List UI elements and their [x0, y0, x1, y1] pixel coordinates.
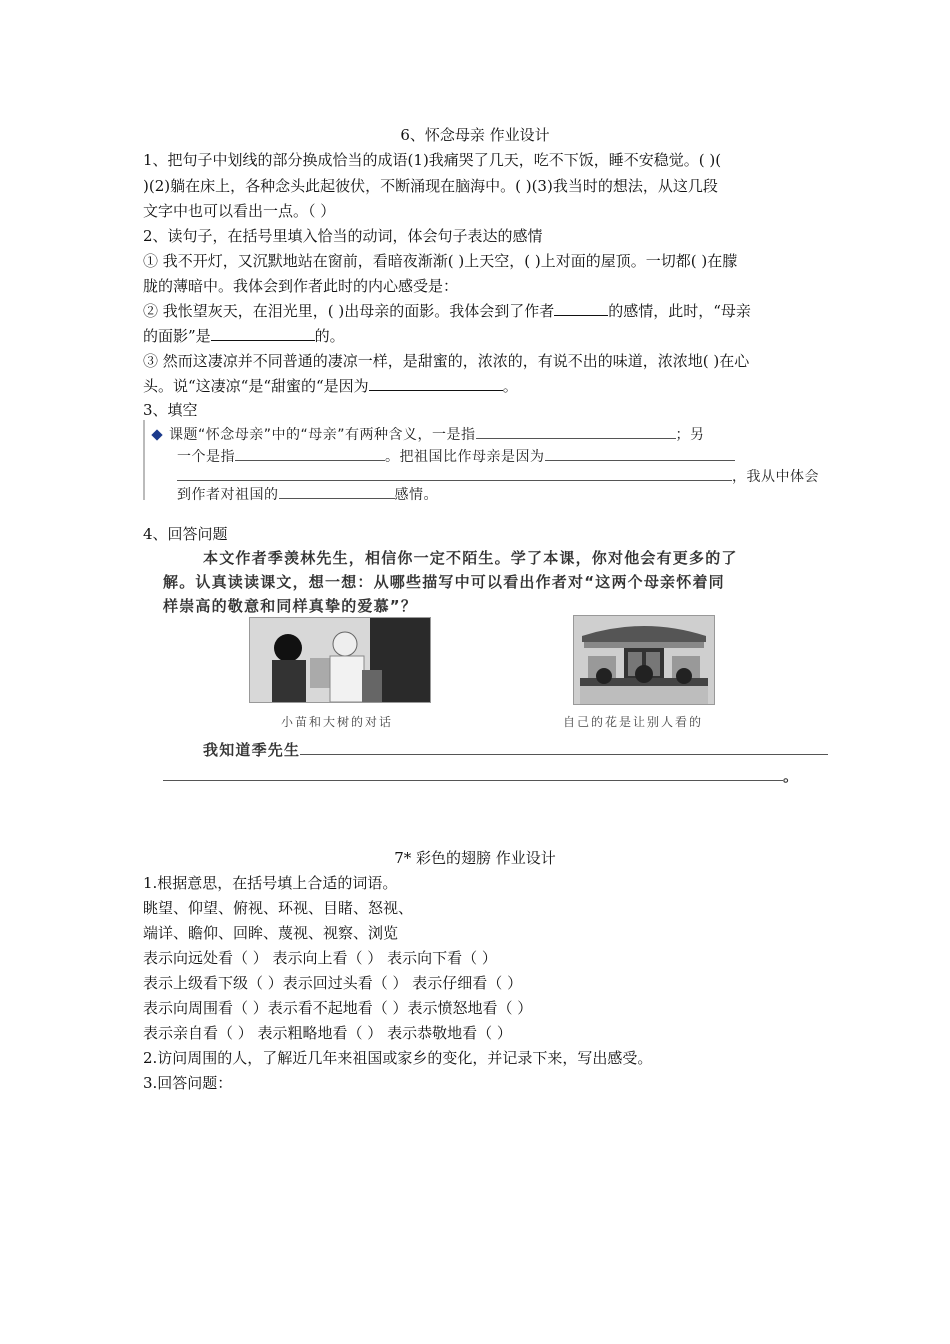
photo-illustration — [250, 618, 430, 702]
q4-answer-line2 — [163, 765, 799, 786]
q4-answer-line1 — [203, 739, 828, 760]
s7-q1-heading: 1.根据意思，在括号填上合适的词语。 — [143, 874, 398, 892]
q1-line1: 1、把句子中划线的部分换成恰当的成语(1)我痛哭了几天，吃不下饭，睡不安稳觉。( )( — [143, 151, 722, 169]
section6-title: 6、怀念母亲 作业设计 — [400, 126, 550, 144]
q3-box-text: 到作者对祖国的 — [177, 487, 279, 503]
q2-item2-text-a: ② 我怅望灰天，在泪光里，( )出母亲的面影。我体会到了作者 — [143, 302, 555, 320]
fill-line — [177, 468, 732, 481]
q3-scanned-box — [143, 420, 845, 503]
s7-q2: 2.访问周围的人，了解近几年来祖国或家乡的变化，并记录下来，写出感受。 — [143, 1049, 653, 1067]
photo-illustration — [574, 616, 714, 704]
q2-item2-line1 — [143, 300, 751, 322]
answer-blank — [369, 376, 503, 391]
q3-box-line2 — [177, 446, 735, 466]
q2-item2-line2 — [143, 325, 345, 347]
answer-blank — [211, 326, 315, 341]
q3-box-line3 — [177, 466, 819, 486]
q3-box-text: 一个是指 — [177, 449, 235, 465]
q3-box-text: ，我从中体会 — [732, 469, 819, 485]
q2-item3-text-a: 头。说“这凄凉“是“甜蜜的“是因为 — [143, 377, 369, 395]
q2-item1-line2: 胧的薄暗中。我体会到作者此时的内心感受是： — [143, 277, 459, 295]
q4-answer-label: 我知道季先生 — [203, 741, 301, 759]
s7-word-list1: 眺望、仰望、俯视、环视、目睹、怒视、 — [143, 899, 414, 917]
q3-box-text: 感情。 — [394, 487, 438, 503]
q2-item2-text-b: 的感情，此时，“母亲 — [608, 302, 751, 320]
photo-child-and-elder — [249, 617, 431, 703]
s7-word-list2: 端详、瞻仰、回眸、蔑视、视察、浏览 — [143, 924, 399, 942]
q2-item3-line2 — [143, 375, 518, 397]
q1-line2: )(2)躺在床上，各种念头此起彼伏，不断涌现在脑海中。( )(3)我当时的想法，从这几段 — [143, 177, 718, 195]
q2-item2-text-d: 的。 — [314, 327, 345, 345]
q3-box-line4 — [177, 484, 438, 504]
q4-scanned-box — [163, 545, 853, 790]
photo1-caption: 小苗和大树的对话 — [281, 715, 394, 729]
q2-item3-text-b: 。 — [502, 377, 518, 395]
q3-box-text: ；另 — [675, 427, 705, 443]
q3-box-text: 课题“怀念母亲”中的“母亲”有两种含义，一是指 — [169, 427, 476, 443]
s7-row2: 表示上级看下级（ ）表示回过头看（ ） 表示仔细看（ ） — [143, 974, 523, 992]
fill-line — [235, 448, 385, 461]
fill-line — [300, 742, 828, 755]
photo-balcony-flowers — [573, 615, 715, 705]
q4-paragraph-line2: 解。认真读读课文，想一想：从哪些描写中可以看出作者对“这两个母亲怀着同 — [163, 573, 725, 591]
s7-row4: 表示亲自看（ ） 表示粗略地看（ ） 表示恭敬地看（ ） — [143, 1024, 512, 1042]
fill-line — [279, 486, 395, 499]
fill-line — [163, 768, 783, 781]
q2-heading: 2、读句子，在括号里填入恰当的动词，体会句子表达的感情 — [143, 227, 543, 245]
q3-box-line1 — [153, 424, 705, 444]
q4-paragraph-line3: 样崇高的敬意和同样真挚的爱慕”？ — [163, 597, 418, 615]
q4-heading: 4、回答问题 — [143, 525, 228, 543]
q2-item1-line1: ① 我不开灯，又沉默地站在窗前，看暗夜渐渐( )上天空，( )上对面的屋顶。一切都( )在朦 — [143, 252, 738, 270]
fill-line — [545, 448, 735, 461]
q4-answer-end: 。 — [783, 767, 800, 785]
q2-item3-line1: ③ 然而这凄凉并不同普通的凄凉一样，是甜蜜的，浓浓的，有说不出的味道，浓浓地( )在心 — [143, 352, 750, 370]
diamond-bullet-icon — [151, 429, 162, 440]
q2-item2-text-c: 的面影”是 — [143, 327, 211, 345]
q4-paragraph-line1: 本文作者季羡林先生，相信你一定不陌生。学了本课，你对他会有更多的了 — [203, 549, 738, 567]
s7-row3: 表示向周围看（ ）表示看不起地看（ ）表示愤怒地看（ ） — [143, 999, 533, 1017]
photo2-caption: 自己的花是让别人看的 — [563, 715, 704, 729]
q1-line3: 文字中也可以看出一点。（ ） — [143, 202, 336, 220]
s7-q3: 3.回答问题： — [143, 1074, 233, 1092]
q3-heading: 3、填空 — [143, 401, 198, 419]
section7-title: 7* 彩色的翅膀 作业设计 — [394, 849, 556, 867]
fill-line — [476, 426, 676, 439]
q3-box-text: 。把祖国比作母亲是因为 — [385, 449, 545, 465]
s7-row1: 表示向远处看（ ） 表示向上看（ ） 表示向下看（ ） — [143, 949, 497, 967]
answer-blank — [554, 301, 608, 316]
